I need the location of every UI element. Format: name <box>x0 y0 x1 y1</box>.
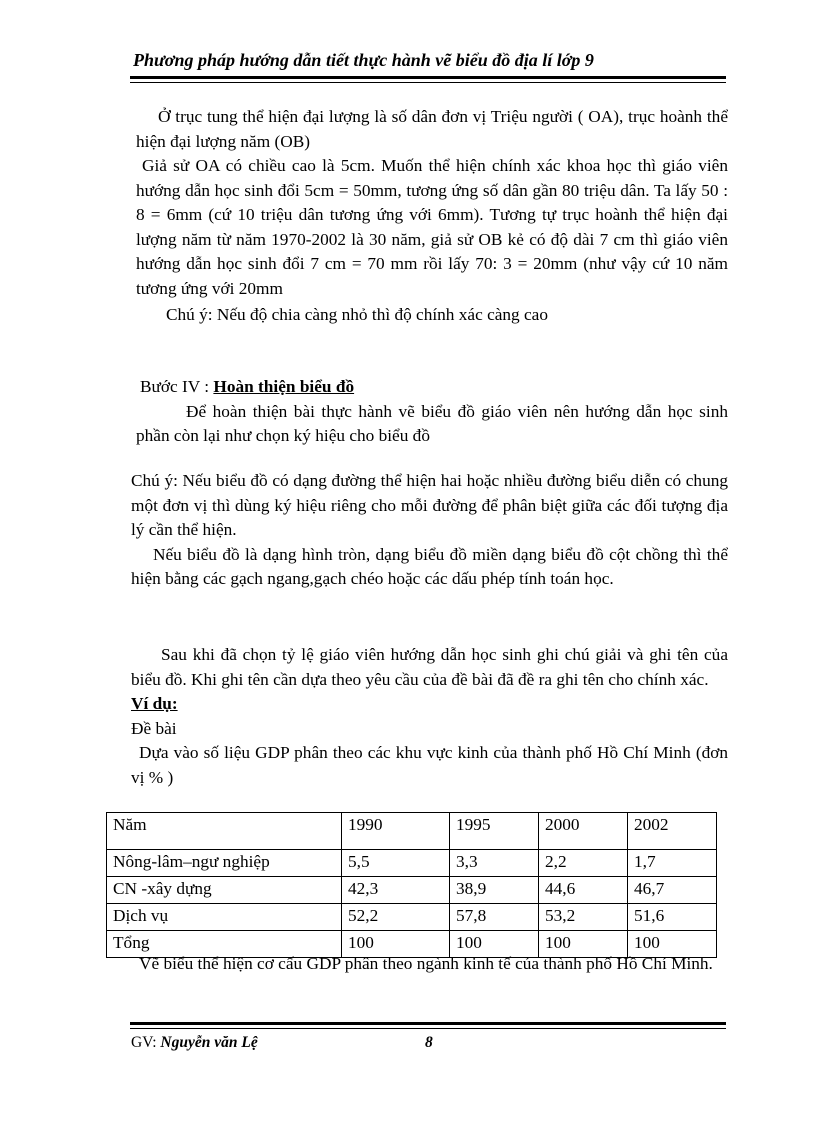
table-cell: 100 <box>342 931 450 958</box>
table-cell: 52,2 <box>342 904 450 931</box>
table-cell: 42,3 <box>342 877 450 904</box>
body-block-5 <box>131 952 728 977</box>
header-rule-thick <box>130 76 726 79</box>
step-label: Bước IV : <box>140 377 214 396</box>
paragraph-note-lines: Chú ý: Nếu biểu đồ có dạng đường thể hiện hai hoặc nhiều đường biểu diễn có chung một đơn vị thì dùng ký hiệu riêng cho mỗi đường để phân biệt giữa các đối tượng địa lý cần thể hiện. <box>131 471 728 539</box>
footer-rule-thin <box>130 1028 726 1029</box>
table-header-row <box>107 813 717 850</box>
table-cell: Dịch vụ <box>107 904 342 931</box>
table-header-cell: 1990 <box>342 813 450 850</box>
table-row <box>107 850 717 877</box>
paragraph-data-intro: Dựa vào số liệu GDP phân theo các khu vực kinh của thành phố Hồ Chí Minh (đơn vị % ) <box>131 743 728 787</box>
table-cell: 2,2 <box>539 850 628 877</box>
table-cell: 53,2 <box>539 904 628 931</box>
body-block-2 <box>136 375 728 449</box>
table-cell: 1,7 <box>628 850 717 877</box>
exercise-label: Đề bài <box>131 718 177 738</box>
table-cell: 57,8 <box>450 904 539 931</box>
header-rule-thin <box>130 82 726 83</box>
table-cell: 38,9 <box>450 877 539 904</box>
footer-prefix: GV: <box>131 1034 161 1051</box>
footer-author-line <box>131 1034 258 1052</box>
table-header-cell: Năm <box>107 813 342 850</box>
table-cell: 100 <box>450 931 539 958</box>
paragraph-note-scale: Chú ý: Nếu độ chia càng nhỏ thì độ chính xác càng cao <box>166 305 548 324</box>
page-number: 8 <box>425 1034 433 1051</box>
paragraph-scale: Giả sử OA có chiều cao là 5cm. Muốn thể hiện chính xác khoa học thì giáo viên hướng dẫn học sinh đổi 5cm = 50mm, tương ứng số dân gần 80 triệu dân. Ta lấy 50 : 8 = 6mm (cứ 10 triệu dân tương ứng với 6mm). Tương tự trục hoành thể hiện đại lượng năm từ năm 1970-2002 là 30 năm, giả sử OB kẻ có độ dài 7 cm thì giáo viên hướng dẫn học sinh đổi 7 cm = 70 mm rồi lấy 70: 3 = 20mm (như vậy cứ 10 năm tương ứng với 20mm <box>136 156 728 298</box>
table-header-cell: 2002 <box>628 813 717 850</box>
body-block-4 <box>131 643 728 790</box>
paragraph-legend: Sau khi đã chọn tỷ lệ giáo viên hướng dẫn học sinh ghi chú giải và ghi tên của biểu đồ. Khi ghi tên cần dựa theo yêu cầu của đề bài đã đề ra ghi tên cho chính xác. <box>131 645 728 689</box>
table-cell: Nông-lâm–ngư nghiệp <box>107 850 342 877</box>
paragraph-axis: Ở trục tung thể hiện đại lượng là số dân đơn vị Triệu người ( OA), trục hoành thể hiện đại lượng năm (OB) <box>136 107 728 151</box>
table-row <box>107 904 717 931</box>
body-block-3 <box>131 469 728 592</box>
paragraph-task: Vẽ biểu thể hiện cơ cấu GDP phân theo ngành kinh tế của thành phố Hồ Chí Minh. <box>139 954 713 973</box>
example-label: Ví dụ: <box>131 694 178 713</box>
table-cell: 5,5 <box>342 850 450 877</box>
table-cell: 44,6 <box>539 877 628 904</box>
table-cell: 46,7 <box>628 877 717 904</box>
footer-author: Nguyễn văn Lệ <box>160 1034 258 1051</box>
table-header-cell: 1995 <box>450 813 539 850</box>
footer-rule-thick <box>130 1022 726 1025</box>
header-title: Phương pháp hướng dẫn tiết thực hành vẽ biểu đồ địa lí lớp 9 <box>133 50 594 70</box>
table-row <box>107 877 717 904</box>
step-line <box>136 375 728 400</box>
table-cell: Tổng <box>107 931 342 958</box>
table-cell: CN -xây dựng <box>107 877 342 904</box>
paragraph-complete: Để hoàn thiện bài thực hành vẽ biểu đồ giáo viên nên hướng dẫn học sinh phần còn lại như chọn ký hiệu cho biểu đồ <box>136 401 728 445</box>
table-cell: 3,3 <box>450 850 539 877</box>
step-heading: Hoàn thiện biểu đồ <box>213 377 355 396</box>
table-cell: 100 <box>539 931 628 958</box>
paragraph-chart-types: Nếu biểu đồ là dạng hình tròn, dạng biểu đồ miền dạng biểu đồ cột chồng thì thể hiện bằng các gạch ngang,gạch chéo hoặc các dấu phép tính toán học. <box>131 544 728 588</box>
table-cell: 51,6 <box>628 904 717 931</box>
table-cell: 100 <box>628 931 717 958</box>
body-block-1 <box>136 105 728 328</box>
table-header-cell: 2000 <box>539 813 628 850</box>
gdp-table <box>106 812 717 958</box>
